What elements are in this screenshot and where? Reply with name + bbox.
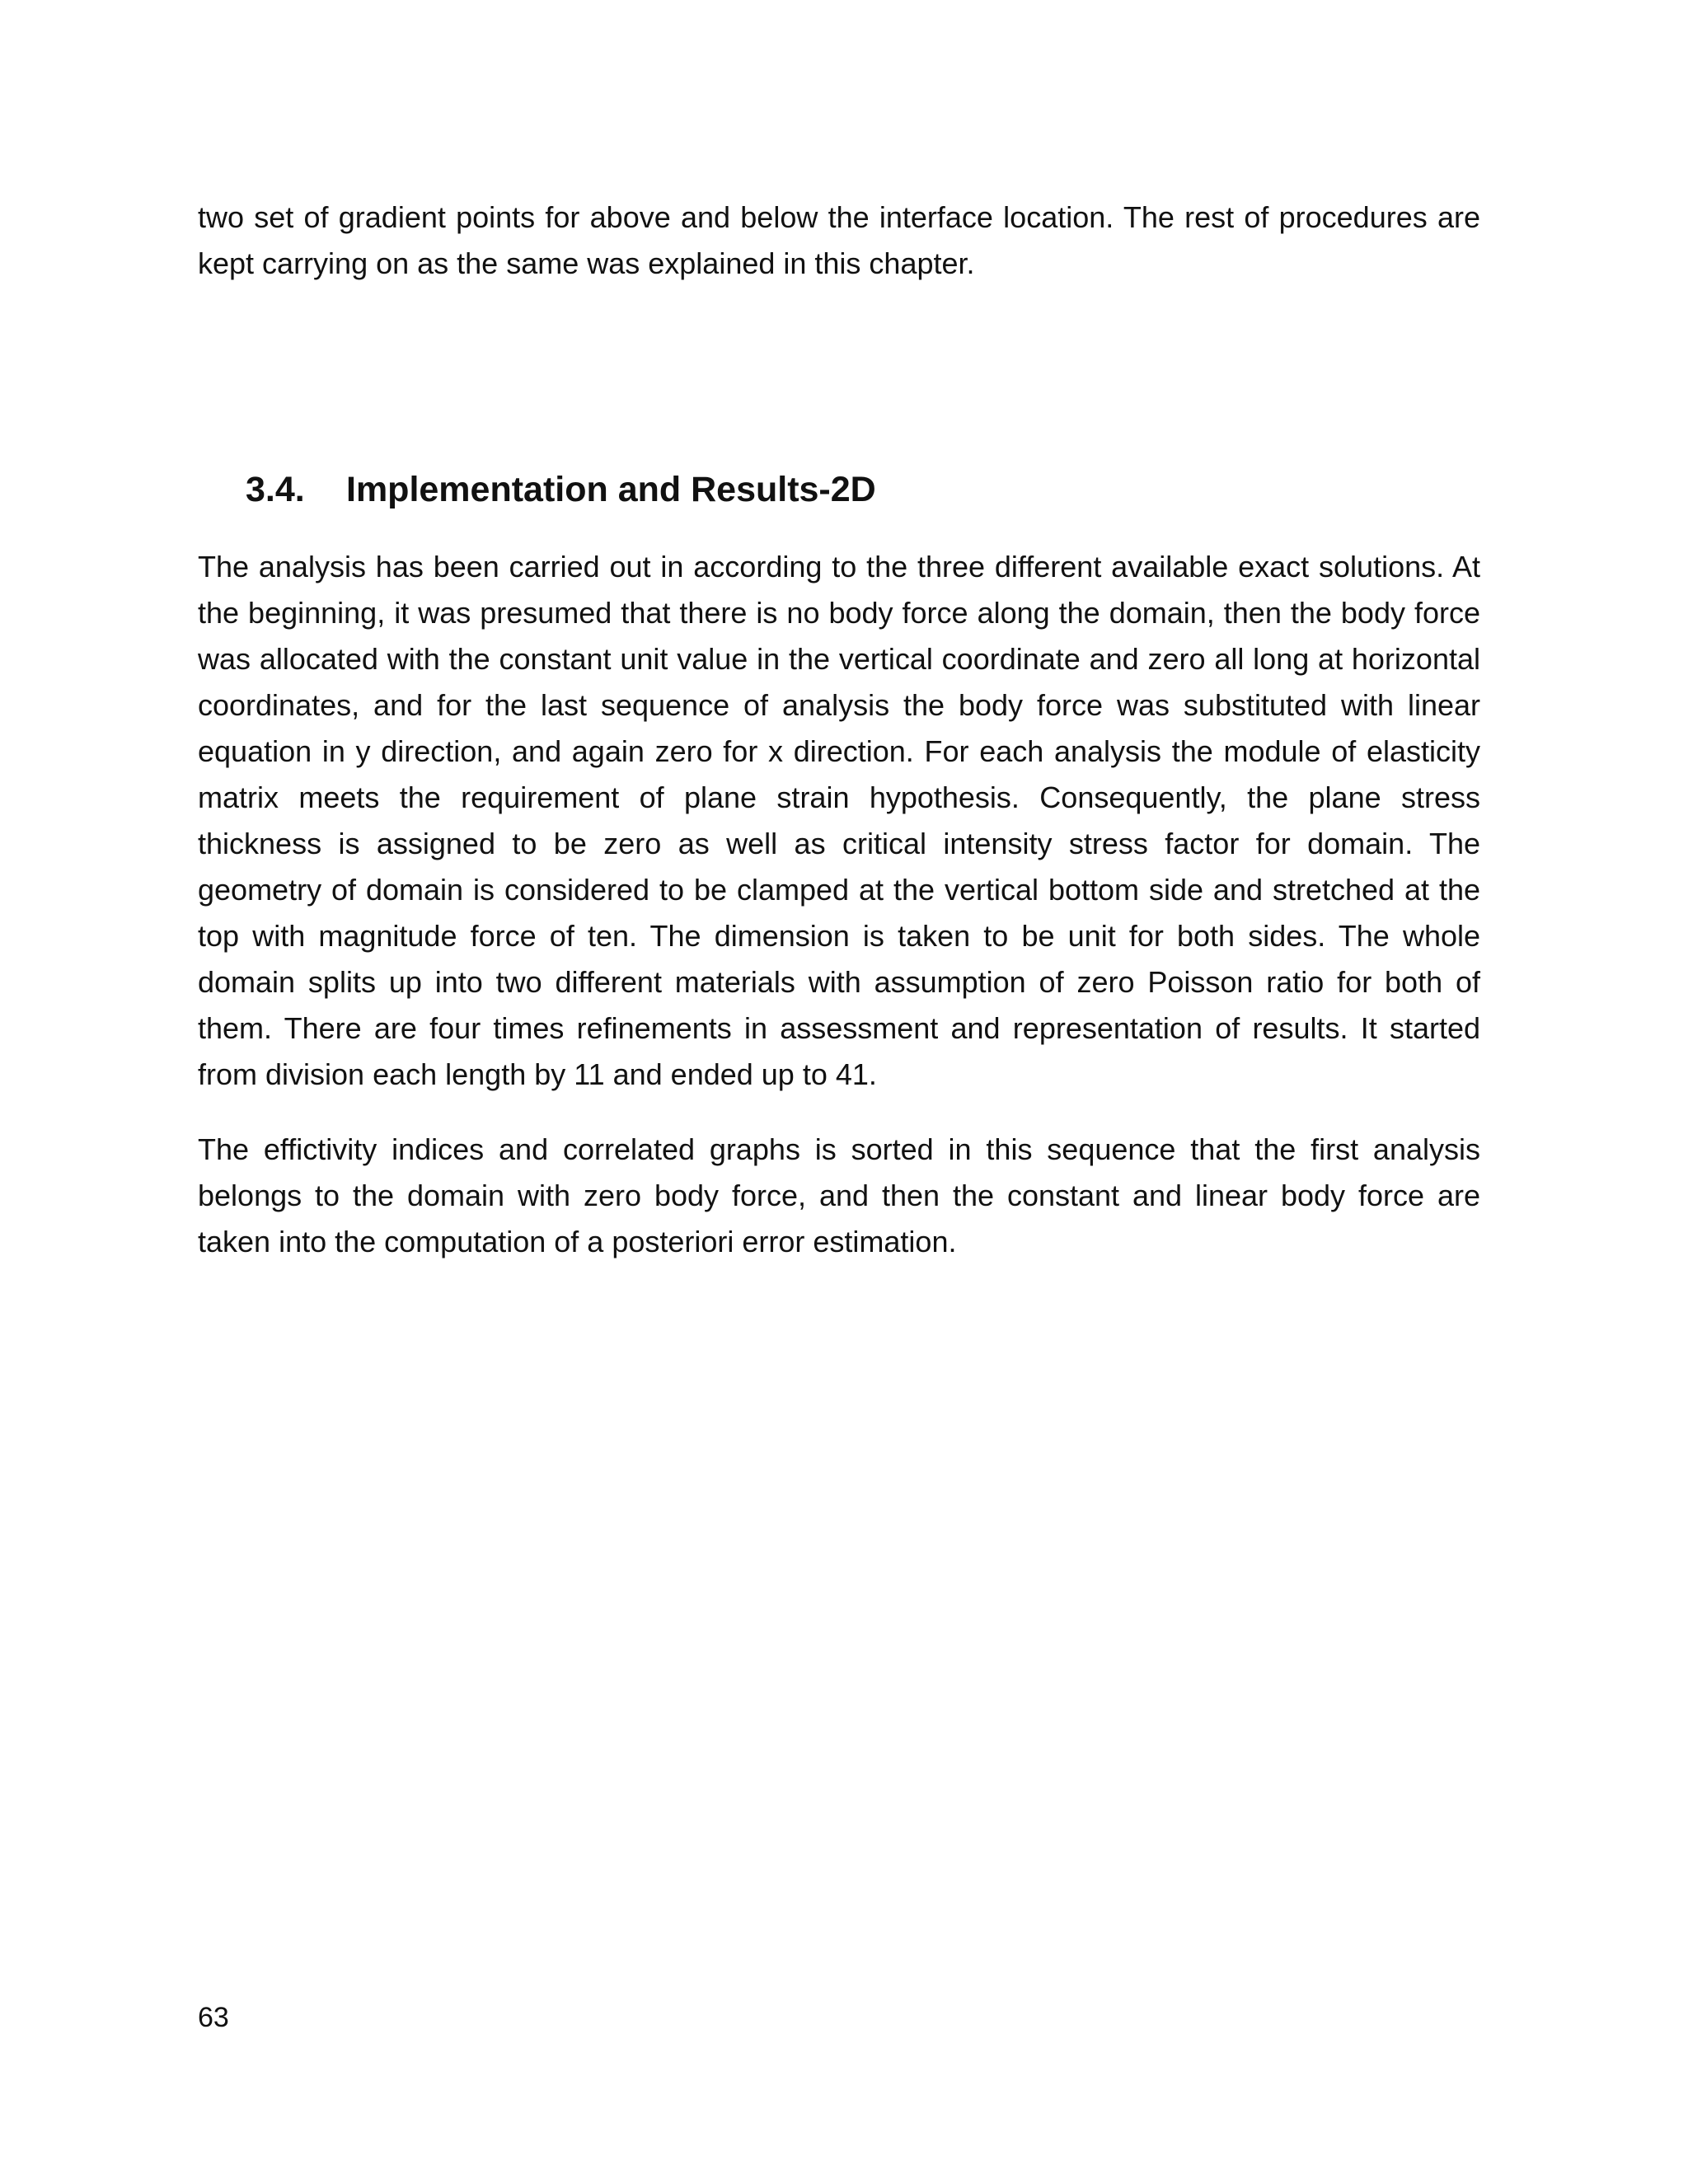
effectivity-paragraph: The effictivity indices and correlated graphs is sorted in this sequence that the first analysis belongs to the domain with zero body force, and then the constant and linear body force are taken into the computation of a posteriori error estimation.: [198, 1132, 1480, 1258]
intro-paragraph: two set of gradient points for above and below the interface location. The rest of procedures are kept carrying on as the same was explained in this chapter.: [198, 200, 1480, 280]
page-number: 63: [198, 2002, 229, 2033]
section-heading: [246, 463, 876, 516]
section-number: 3.4.: [246, 470, 305, 509]
section-title: Implementation and Results-2D: [346, 470, 876, 509]
analysis-paragraph: The analysis has been carried out in according to the three different available exact solutions. At the beginning, it was presumed that there is no body force along the domain, then the body force was allocated with the constant unit value in the vertical coordinate and zero all long at horizontal coordinates, and for the last sequence of analysis the body force was substituted with linear equation in y direction, and again zero for x direction. For each analysis the module of elasticity matrix meets the requirement of plane strain hypothesis. Consequently, the plane stress thickness is assigned to be zero as well as critical intensity stress factor for domain. The geometry of domain is considered to be clamped at the vertical bottom side and stretched at the top with magnitude force of ten. The dimension is taken to be unit for both sides. The whole domain splits up into two different materials with assumption of zero Poisson ratio for both of them. There are four times refinements in assessment and representation of results. It started from division each length by 11 and ended up to 41.: [198, 550, 1480, 1091]
